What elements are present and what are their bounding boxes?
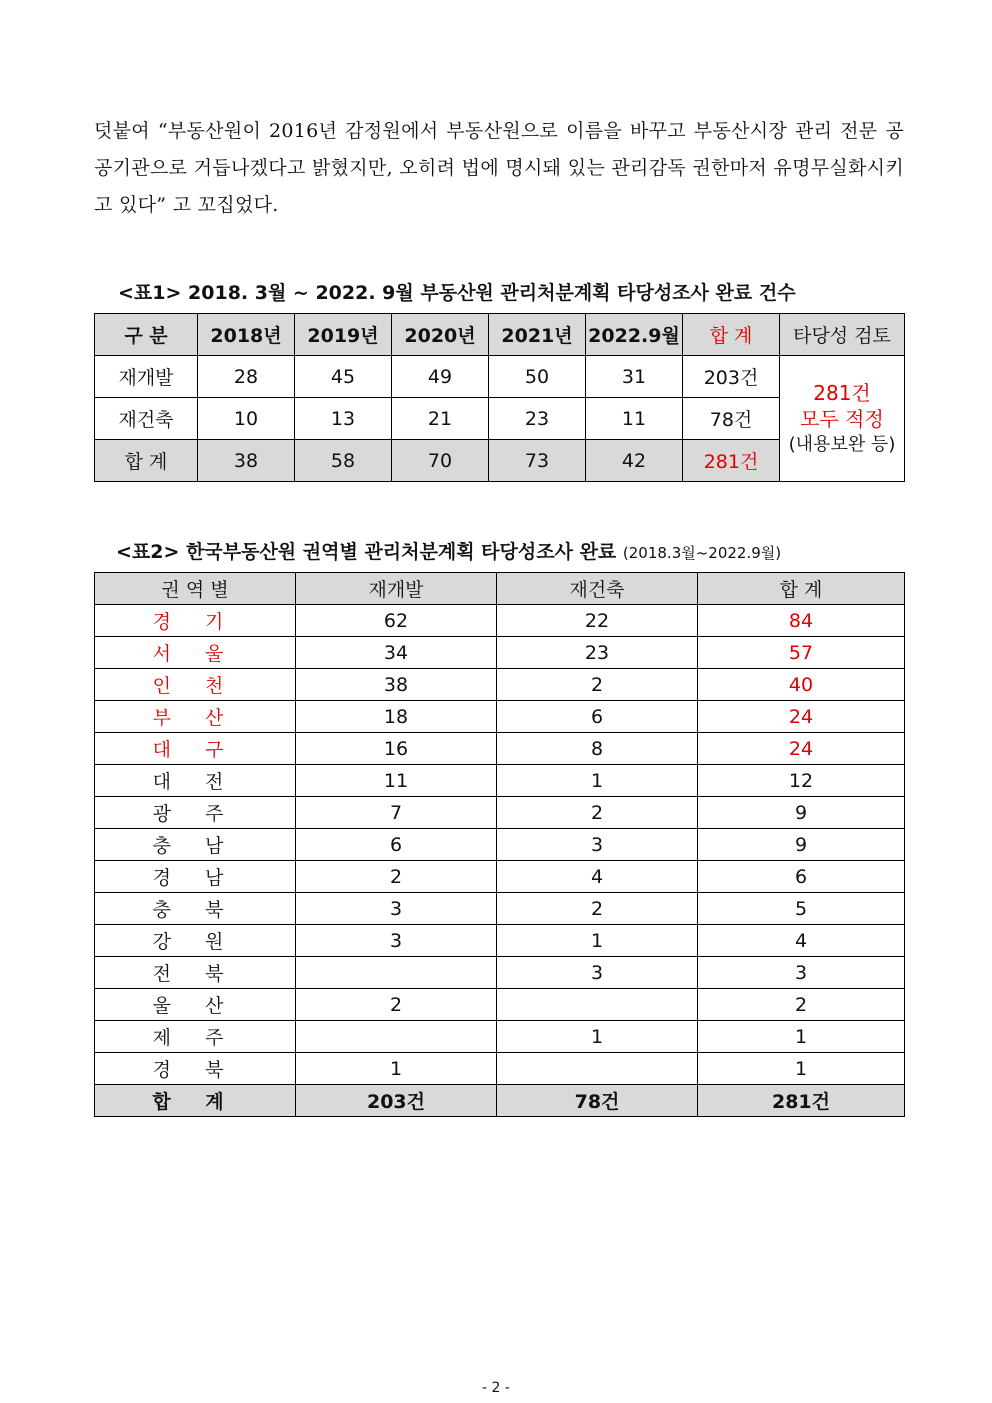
table2-total-cell: 9	[698, 797, 905, 829]
table2-cell: 78건	[497, 1085, 698, 1117]
table2-row	[95, 765, 905, 797]
table1-cell: 38	[198, 440, 295, 482]
table2-cell: 4	[497, 861, 698, 893]
table2-total-cell: 9	[698, 829, 905, 861]
table2-header-row	[95, 573, 905, 605]
table2-cell: 203건	[296, 1085, 497, 1117]
table1-cell: 73	[489, 440, 586, 482]
table1-row-label: 합 계	[95, 440, 198, 482]
table2-cell: 62	[296, 605, 497, 637]
table2-region-cell: 부 산	[95, 701, 296, 733]
table2-cell: 2	[497, 893, 698, 925]
table1-review-cell	[780, 356, 905, 482]
review-count: 281건	[813, 380, 871, 405]
table2-row	[95, 829, 905, 861]
table2-caption-title: <표2> 한국부동산원 권역별 관리처분계획 타당성조사 완료	[116, 541, 617, 563]
table1-cell: 21	[392, 398, 489, 440]
table1-cell: 28	[198, 356, 295, 398]
table2	[94, 572, 905, 1117]
table1	[94, 313, 905, 482]
table2-row	[95, 637, 905, 669]
table1-cell: 11	[586, 398, 683, 440]
table2-region-cell: 충 북	[95, 893, 296, 925]
table2-cell: 6	[497, 701, 698, 733]
table1-row-label: 재건축	[95, 398, 198, 440]
table2-region-cell: 강 원	[95, 925, 296, 957]
table2-header-cell: 합 계	[698, 573, 905, 605]
table2-row	[95, 797, 905, 829]
table1-cell: 42	[586, 440, 683, 482]
table2-row	[95, 893, 905, 925]
table2-region-cell: 대 전	[95, 765, 296, 797]
table2-cell: 22	[497, 605, 698, 637]
table2-cell: 3	[296, 893, 497, 925]
review-note: (내용보완 등)	[788, 433, 896, 455]
table2-cell: 1	[497, 1021, 698, 1053]
table2-cell	[296, 957, 497, 989]
table2-cell: 34	[296, 637, 497, 669]
table2-total-cell: 57	[698, 637, 905, 669]
table1-cell: 13	[295, 398, 392, 440]
table1-caption: <표1> 2018. 3월 ~ 2022. 9월 부동산원 관리처분계획 타당성조사 완료 건수	[118, 282, 796, 304]
table2-row	[95, 989, 905, 1021]
table2-total-cell: 2	[698, 989, 905, 1021]
table1-header-cell: 합 계	[683, 314, 780, 356]
table2-row	[95, 669, 905, 701]
table1-total-cell: 78건	[683, 398, 780, 440]
table2-cell: 1	[497, 925, 698, 957]
review-result: 모두 적정	[800, 406, 884, 431]
table2-header-cell: 재개발	[296, 573, 497, 605]
table2-cell: 16	[296, 733, 497, 765]
table1-cell: 31	[586, 356, 683, 398]
table2-cell: 7	[296, 797, 497, 829]
table2-total-cell: 3	[698, 957, 905, 989]
table2-region-cell: 합 계	[95, 1085, 296, 1117]
table1-total-cell: 203건	[683, 356, 780, 398]
table2-cell: 3	[497, 957, 698, 989]
table2-row	[95, 957, 905, 989]
table2-row	[95, 861, 905, 893]
table2-cell: 2	[296, 861, 497, 893]
table2-total-cell: 5	[698, 893, 905, 925]
table2-row	[95, 701, 905, 733]
table2-total-cell: 4	[698, 925, 905, 957]
table2-region-cell: 경 북	[95, 1053, 296, 1085]
table1-header-cell: 타당성 검토	[780, 314, 905, 356]
table2-row	[95, 1021, 905, 1053]
table2-region-cell: 제 주	[95, 1021, 296, 1053]
table2-total-cell: 6	[698, 861, 905, 893]
table2-total-cell: 84	[698, 605, 905, 637]
table1-header-cell: 2021년	[489, 314, 586, 356]
table2-cell	[497, 989, 698, 1021]
table1-header-row	[95, 314, 905, 356]
table1-header-cell: 2019년	[295, 314, 392, 356]
table2-total-cell: 24	[698, 701, 905, 733]
table2-caption-period: (2018.3월~2022.9월)	[622, 544, 782, 562]
table2-region-cell: 경 남	[95, 861, 296, 893]
table2-cell: 11	[296, 765, 497, 797]
table2-region-cell: 대 구	[95, 733, 296, 765]
table2-header-cell: 재건축	[497, 573, 698, 605]
table2-cell: 23	[497, 637, 698, 669]
table2-caption	[116, 537, 781, 564]
table2-cell: 18	[296, 701, 497, 733]
table2-cell: 2	[497, 669, 698, 701]
table2-cell: 1	[497, 765, 698, 797]
table2-total-cell: 281건	[698, 1085, 905, 1117]
table2-total-cell: 1	[698, 1021, 905, 1053]
table2-total-cell: 24	[698, 733, 905, 765]
table2-body	[95, 605, 905, 1085]
table2-cell: 2	[296, 989, 497, 1021]
table1-cell: 50	[489, 356, 586, 398]
table2-cell: 2	[497, 797, 698, 829]
table1-cell: 10	[198, 398, 295, 440]
table2-region-cell: 서 울	[95, 637, 296, 669]
table1-grand-total-cell: 281건	[683, 440, 780, 482]
table2-cell: 38	[296, 669, 497, 701]
table2-region-cell: 인 천	[95, 669, 296, 701]
table2-cell: 3	[296, 925, 497, 957]
table1-cell: 70	[392, 440, 489, 482]
table2-row	[95, 605, 905, 637]
table2-region-cell: 경 기	[95, 605, 296, 637]
table2-cell	[296, 1021, 497, 1053]
table1-header-cell: 2020년	[392, 314, 489, 356]
table1-cell: 45	[295, 356, 392, 398]
table1-row-label: 재개발	[95, 356, 198, 398]
table1-header-cell: 2022.9월	[586, 314, 683, 356]
table2-cell: 3	[497, 829, 698, 861]
table2-total-row	[95, 1085, 905, 1117]
table2-region-cell: 전 북	[95, 957, 296, 989]
table2-header-cell: 권 역 별	[95, 573, 296, 605]
table2-row	[95, 733, 905, 765]
table2-region-cell: 울 산	[95, 989, 296, 1021]
table2-total-cell: 12	[698, 765, 905, 797]
table2-cell: 8	[497, 733, 698, 765]
page-number: - 2 -	[482, 1380, 510, 1396]
table2-total-cell: 1	[698, 1053, 905, 1085]
table2-row	[95, 1053, 905, 1085]
table1-row	[95, 356, 905, 398]
table1-cell: 23	[489, 398, 586, 440]
table2-cell: 1	[296, 1053, 497, 1085]
table2-cell	[497, 1053, 698, 1085]
table1-cell: 58	[295, 440, 392, 482]
body-paragraph: 덧붙여 “부동산원이 2016년 감정원에서 부동산원으로 이름을 바꾸고 부동산시장 관리 전문 공공기관으로 거듭나겠다고 밝혔지만, 오히려 법에 명시돼 있는 관리감독 권한마저 유명무실화시키고 있다” 고 꼬집었다.	[94, 120, 904, 216]
table2-region-cell: 광 주	[95, 797, 296, 829]
table2-row	[95, 925, 905, 957]
table1-header-cell: 구 분	[95, 314, 198, 356]
table2-region-cell: 충 남	[95, 829, 296, 861]
table1-cell: 49	[392, 356, 489, 398]
table2-cell: 6	[296, 829, 497, 861]
table2-total-cell: 40	[698, 669, 905, 701]
table1-header-cell: 2018년	[198, 314, 295, 356]
